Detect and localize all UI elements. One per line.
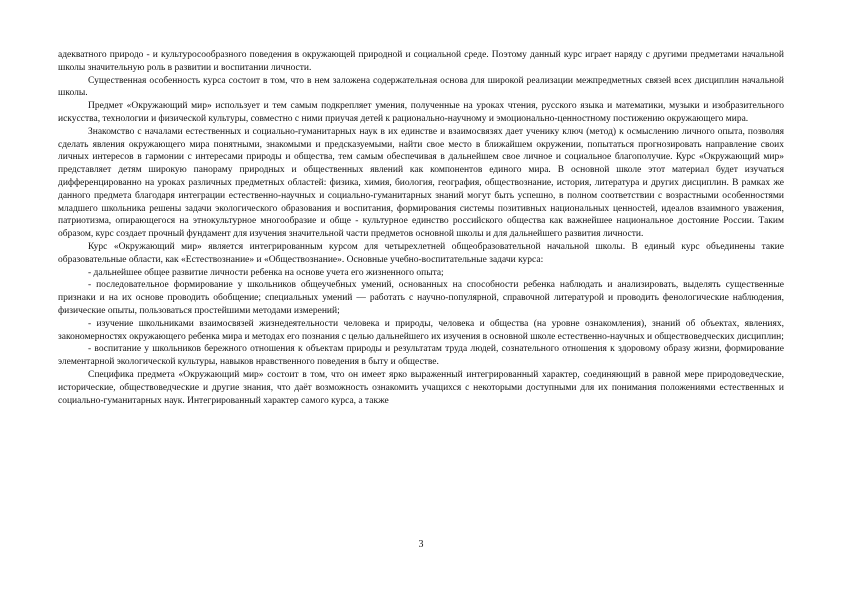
paragraph-6: Специфика предмета «Окружающий мир» состоит в том, что он имеет ярко выраженный интегрированный характер, соединяющий в равной мере природоведческие, исторические, обществоведческие и другие знания, что даёт возможность ознакомить учащихся с некоторыми доступными для их понимания положениями естественных и социально-гуманитарных наук. Интегрированный характер самого курса, а также [58,369,784,406]
paragraph-3: Предмет «Окружающий мир» использует и тем самым подкрепляет умения, полученные на уроках чтения, русского языка и математики, музыки и изобразительного искусства, технологии и физической культуры, совместно с ними приучая детей к рационально-научному и эмоционально-ценностному постижению окружающего мира. [58,101,784,124]
document-page [58,49,784,407]
list-item-2: - последовательное формирование у школьников общеучебных умений, основанных на способности ребенка наблюдать и анализировать, выделять существенные признаки и на их основе проводить обобщение; специальных умений — работать с научно-популярной, справочной литературой и проводить фенологические наблюдения, физические опыты, пользоваться простейшими методами измерений; [58,280,784,316]
list-item-1: - дальнейшее общее развитие личности ребенка на основе учета его жизненного опыта; [88,267,444,278]
list-item-3: - изучение школьниками взаимосвязей жизнедеятельности человека и природы, человека и общества (на уровне ознакомления), знаний об объектах, явлениях, закономерностях окружающего ребенка мира и методах его познания с целью дальнейшего их изучения в основной школе естественно-научных и обществоведческих дисциплин; [58,318,784,342]
paragraph-1: адекватного природо - и культуросообразного поведения в окружающей природной и социальной среде. Поэтому данный курс играет наряду с другими предметами начальной школы значительную роль в развитии и воспитании личности. [58,50,784,73]
page-number: 3 [418,539,424,550]
paragraph-4: Знакомство с началами естественных и социально-гуманитарных наук в их единстве и взаимосвязях дает ученику ключ (метод) к осмыслению личного опыта, позволяя сделать явления окружающего мира понятными, знакомыми и предсказуемыми, найти свое место в ближайшем окружении, попытаться прогнозировать направление своих личных интересов в гармонии с интересами природы и общества, тем самым обеспечивая в дальнейшем свое личное и социальное благополучие. Курс «Окружающий мир» представляет детям широкую панораму природных и общественных явлений как компонентов единого мира. В основной школе этот материал будет изучаться дифференцированно на уроках различных предметных областей: физика, химия, биология, география, обществознание, история, литература и других дисциплин. В рамках же данного предмета благодаря интеграции естественно-научных и социально-гуманитарных знаний могут быть успешно, в полном соответствии с возрастными особенностями младшего школьника решены задачи экологического образования и воспитания, формирования системы позитивных национальных ценностей, идеалов взаимного уважения, патриотизма, опирающегося на этнокультурное многообразие и обще - культурное единство российского общества как важнейшее национальное достояние России. Таким образом, курс создает прочный фундамент для изучения значительной части предметов основной школы и для дальнейшего развития личности. [58,126,784,240]
list-item-4: - воспитание у школьников бережного отношения к объектам природы и результатам труда людей, сознательного отношения к здоровому образу жизни, формирование элементарной экологической культуры, навыков нравственного поведения в быту и обществе. [58,344,784,368]
paragraph-2: Существенная особенность курса состоит в том, что в нем заложена содержательная основа для широкой реализации межпредметных связей всех дисциплин начальной школы. [58,75,784,99]
paragraph-5: Курс «Окружающий мир» является интегрированным курсом для четырехлетней общеобразовательной начальной школы. В единый курс объединены такие образовательные области, как «Естествознание» и «Обществознание». Основные учебно-воспитательные задачи курса: [58,241,784,265]
